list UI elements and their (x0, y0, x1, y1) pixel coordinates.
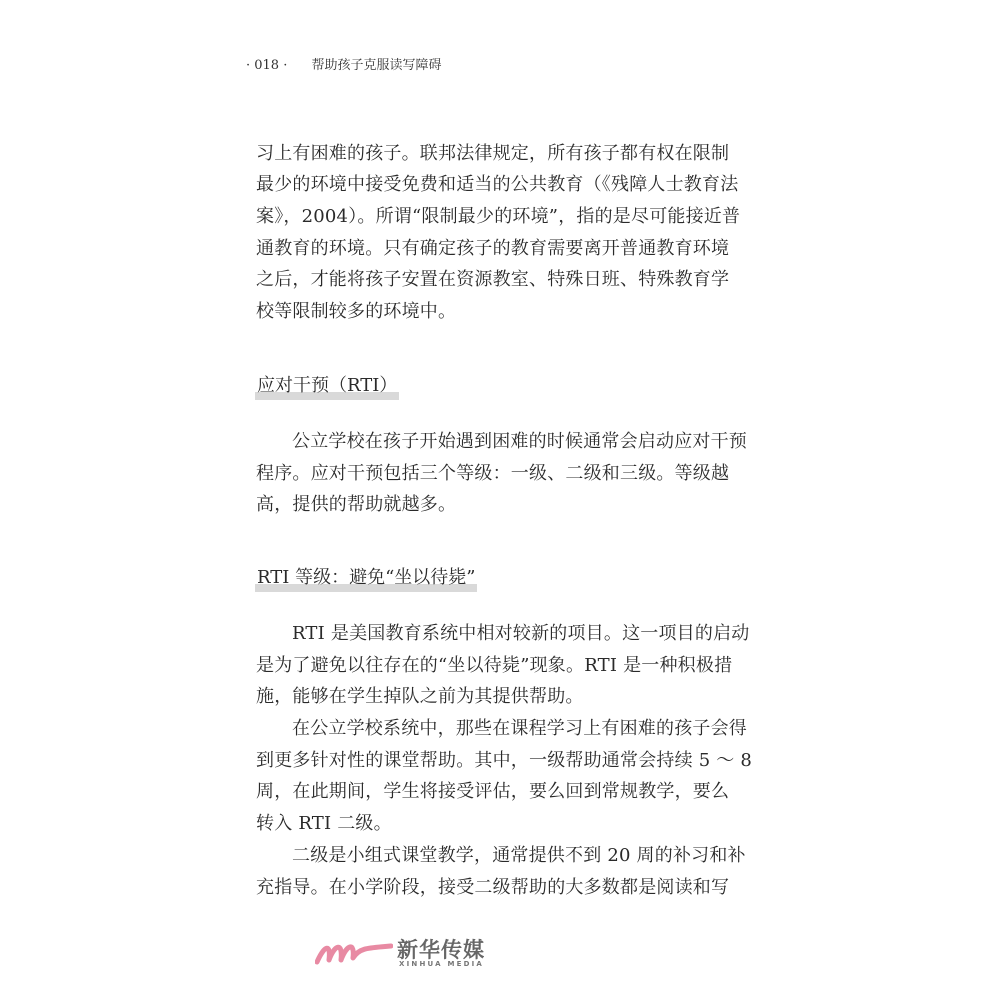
text-line: 案》，2004）。所谓“限制最少的环境”，指的是尽可能接近普 (256, 206, 741, 227)
text-line: 二级是小组式课堂教学，通常提供不到 20 周的补习和补 (292, 845, 746, 866)
text-line: 是为了避免以往存在的“坐以待毙”现象。RTI 是一种积极措 (256, 655, 733, 676)
text-line: 在公立学校系统中，那些在课程学习上有困难的孩子会得 (292, 718, 747, 739)
watermark-name-cn: 新华传媒 (397, 938, 485, 962)
text-line: 校等限制较多的环境中。 (256, 301, 457, 322)
text-line: 通教育的环境。只有确定孩子的教育需要离开普通教育环境 (256, 238, 730, 259)
text-line: 之后，才能将孩子安置在资源教室、特殊日班、特殊教育学 (256, 269, 730, 290)
brush-mark-icon (315, 938, 393, 968)
running-title: 帮助孩子克服读写障碍 (311, 58, 442, 73)
text-line: 到更多针对性的课堂帮助。其中，一级帮助通常会持续 5 ～ 8 (256, 750, 753, 771)
section-heading: 应对干预（RTI） (255, 372, 399, 400)
text-line: RTI 是美国教育系统中相对较新的项目。这一项目的启动 (292, 623, 750, 644)
body-paragraph (256, 142, 741, 322)
text-line: 习上有困难的孩子。联邦法律规定，所有孩子都有权在限制 (256, 143, 730, 164)
watermark-logo (315, 936, 485, 972)
section-heading: RTI 等级：避免“坐以待毙” (255, 564, 477, 592)
page-number: · 018 · (246, 58, 288, 73)
page-header (246, 54, 442, 73)
text-line: 程序。应对干预包括三个等级：一级、二级和三级。等级越 (256, 463, 730, 484)
text-line: 转入 RTI 二级。 (256, 813, 392, 834)
text-line: 周，在此期间，学生将接受评估，要么回到常规教学，要么 (256, 781, 730, 802)
text-line: 公立学校在孩子开始遇到困难的时候通常会启动应对干预 (292, 431, 747, 452)
text-line: 最少的环境中接受免费和适当的公共教育（《残障人士教育法 (256, 174, 739, 195)
text-line: 充指导。在小学阶段，接受二级帮助的大多数都是阅读和写 (256, 877, 730, 898)
body-paragraph (256, 430, 747, 520)
text-line: 高，提供的帮助就越多。 (256, 494, 457, 515)
body-paragraph (256, 844, 746, 904)
text-line: 施，能够在学生掉队之前为其提供帮助。 (256, 686, 584, 707)
watermark-name-en: XINHUA MEDIA (399, 960, 485, 968)
body-paragraph (256, 622, 750, 712)
body-paragraph (256, 717, 753, 837)
